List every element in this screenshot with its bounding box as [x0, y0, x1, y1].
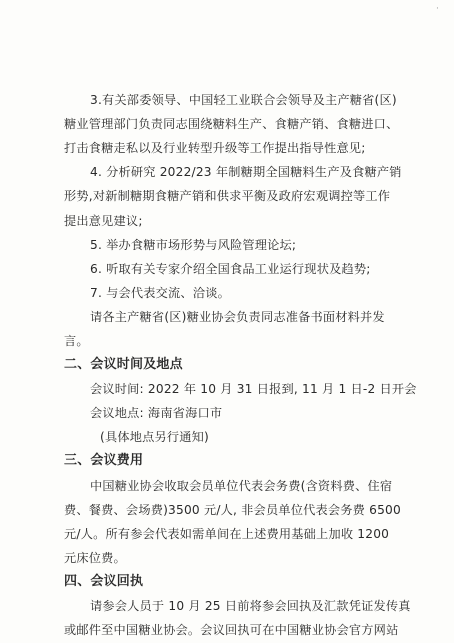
fee-line-4: 元床位费。	[64, 550, 126, 565]
item-7: 7. 与会代表交流、洽谈。	[90, 285, 230, 300]
location-note: (具体地点另行通知)	[100, 430, 210, 445]
meeting-time: 会议时间: 2022 年 10 月 31 日报到, 11 月 1 日-2 日开会	[90, 382, 417, 397]
meeting-location: 会议地点: 海南省海口市	[90, 406, 223, 421]
receipt-line-2: 或邮件至中国糖业协会。会议回执可在中国糖业协会官方网站	[64, 623, 399, 637]
section-4-heading: 四、会议回执	[64, 573, 144, 589]
item-4-line-3: 提出意见建议;	[64, 213, 143, 228]
item-4-line-1: 4. 分析研究 2022/23 年制糖期全国糖料生产及食糖产销	[90, 165, 402, 180]
item-6: 6. 听取有关专家介绍全国食品工业运行现状及趋势;	[90, 261, 371, 276]
corner-mark: ·	[436, 4, 439, 14]
item-3-line-3: 打击食糖走私以及行业转型升级等工作提出指导性意见;	[64, 141, 366, 156]
item-4-line-2: 形势,对新制糖期食糖产销和供求平衡及政府宏观调控等工作	[64, 189, 391, 204]
request-line-2: 言。	[64, 333, 89, 348]
fee-line-2: 费、餐费、会场费)3500 元/人, 非会员单位代表会务费 6500	[64, 502, 401, 517]
request-line-1: 请各主产糖省(区)糖业协会负责同志准备书面材料并发	[90, 309, 385, 324]
item-5: 5. 举办食糖市场形势与风险管理论坛;	[90, 237, 297, 252]
item-3-line-1: 3.有关部委领导、中国轻工业联合会领导及主产糖省(区)	[90, 93, 397, 107]
section-2-heading: 二、会议时间及地点	[64, 357, 183, 372]
fee-line-1: 中国糖业协会收取会员单位代表会务费(含资料费、住宿	[90, 478, 393, 493]
item-3-line-2: 糖业管理部门负责同志围绕糖料生产、食糖产销、食糖进口、	[64, 117, 399, 132]
fee-line-3: 元/人。所有参会代表如需单间在上述费用基础上加收 1200	[64, 526, 390, 541]
receipt-line-1: 请参会人员于 10 月 25 日前将参会回执及汇款凭证发传真	[90, 598, 411, 613]
section-3-heading: 三、会议费用	[64, 453, 144, 469]
